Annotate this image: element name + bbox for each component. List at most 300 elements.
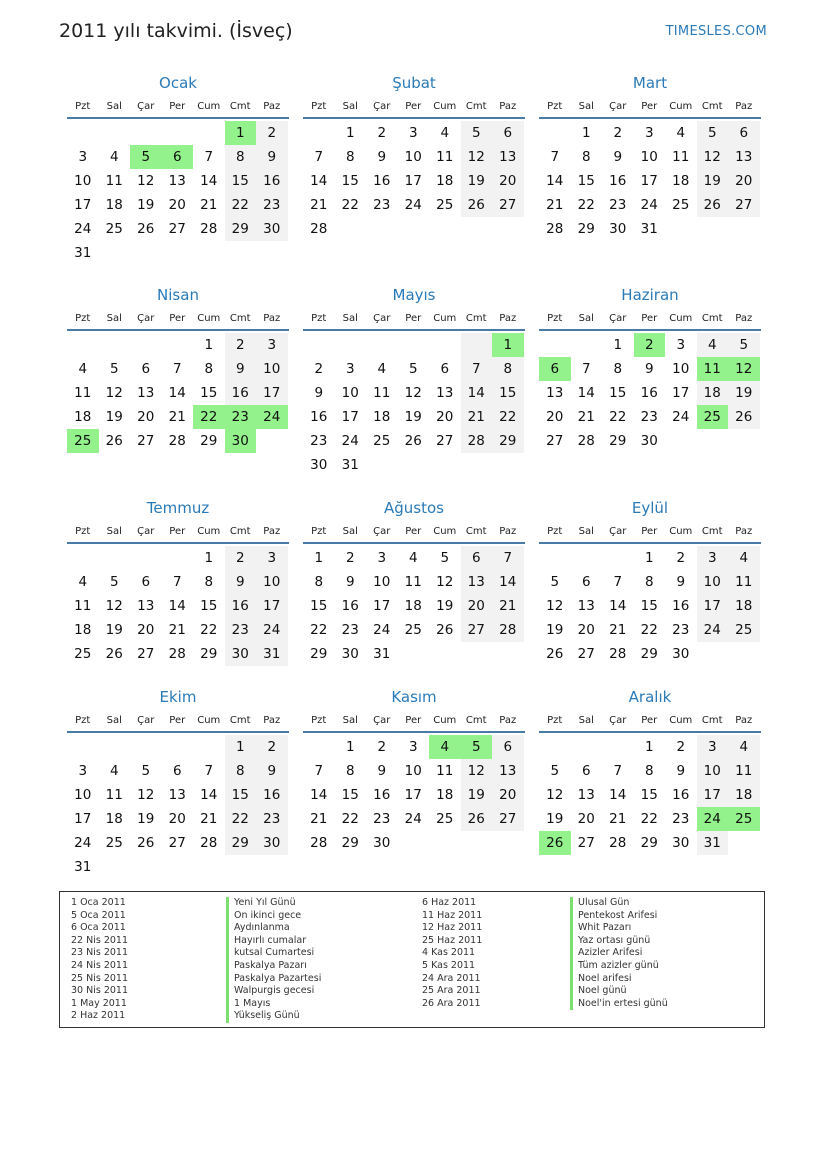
day-cell[interactable]: 15 [200,385,218,401]
day-cell[interactable]: 29 [225,831,257,855]
day-cell[interactable]: 28 [492,618,524,642]
day-cell[interactable]: 10 [404,763,422,779]
day-cell[interactable]: 23 [373,811,391,827]
day-cell[interactable]: 25 [728,807,760,831]
day-cell[interactable]: 22 [193,405,225,429]
day-cell[interactable]: 20 [492,783,524,807]
day-cell[interactable]: 26 [105,646,123,662]
day-cell[interactable]: 2 [676,550,686,566]
day-cell[interactable]: 29 [341,835,359,851]
day-cell[interactable]: 28 [168,433,186,449]
day-cell[interactable]: 28 [546,221,564,237]
day-cell[interactable]: 13 [461,570,493,594]
day-cell[interactable]: 25 [373,433,391,449]
day-cell[interactable]: 2 [676,739,686,755]
day-cell[interactable]: 25 [697,405,729,429]
day-cell[interactable]: 18 [404,598,422,614]
day-cell[interactable]: 14 [168,385,186,401]
day-cell[interactable]: 19 [728,381,760,405]
day-cell[interactable]: 20 [492,169,524,193]
day-cell[interactable]: 3 [78,149,88,165]
day-cell[interactable]: 20 [168,197,186,213]
day-cell[interactable]: 7 [172,361,182,377]
day-cell[interactable]: 9 [644,361,654,377]
day-cell[interactable]: 30 [256,831,288,855]
day-cell[interactable]: 11 [74,598,92,614]
day-cell[interactable]: 16 [341,598,359,614]
day-cell[interactable]: 17 [74,811,92,827]
day-cell[interactable]: 10 [373,574,391,590]
day-cell[interactable]: 6 [539,357,571,381]
day-cell[interactable]: 23 [341,622,359,638]
day-cell[interactable]: 3 [676,337,686,353]
day-cell[interactable]: 19 [436,598,454,614]
day-cell[interactable]: 14 [609,787,627,803]
day-cell[interactable]: 30 [609,221,627,237]
day-cell[interactable]: 16 [672,787,690,803]
day-cell[interactable]: 2 [345,550,355,566]
day-cell[interactable]: 14 [310,787,328,803]
day-cell[interactable]: 26 [461,807,493,831]
day-cell[interactable]: 10 [697,570,729,594]
day-cell[interactable]: 13 [137,385,155,401]
day-cell[interactable]: 13 [436,385,454,401]
day-cell[interactable]: 12 [137,173,155,189]
day-cell[interactable]: 21 [200,197,218,213]
day-cell[interactable]: 24 [373,622,391,638]
day-cell[interactable]: 7 [172,574,182,590]
day-cell[interactable]: 22 [310,622,328,638]
day-cell[interactable]: 2 [256,121,288,145]
day-cell[interactable]: 7 [204,149,214,165]
day-cell[interactable]: 27 [436,433,454,449]
day-cell[interactable]: 13 [577,598,595,614]
day-cell[interactable]: 2 [314,361,324,377]
day-cell[interactable]: 24 [341,433,359,449]
day-cell[interactable]: 20 [436,409,454,425]
day-cell[interactable]: 16 [672,598,690,614]
day-cell[interactable]: 5 [130,145,162,169]
day-cell[interactable]: 30 [225,642,257,666]
day-cell[interactable]: 11 [373,385,391,401]
day-cell[interactable]: 18 [436,173,454,189]
day-cell[interactable]: 19 [546,622,564,638]
day-cell[interactable]: 24 [697,618,729,642]
day-cell[interactable]: 29 [225,217,257,241]
day-cell[interactable]: 1 [345,125,355,141]
day-cell[interactable]: 16 [256,169,288,193]
day-cell[interactable]: 14 [609,598,627,614]
day-cell[interactable]: 29 [310,646,328,662]
day-cell[interactable]: 11 [74,385,92,401]
day-cell[interactable]: 25 [672,197,690,213]
day-cell[interactable]: 26 [436,622,454,638]
day-cell[interactable]: 15 [341,173,359,189]
day-cell[interactable]: 13 [137,598,155,614]
day-cell[interactable]: 29 [200,433,218,449]
day-cell[interactable]: 1 [345,739,355,755]
day-cell[interactable]: 18 [373,409,391,425]
day-cell[interactable]: 17 [640,173,658,189]
day-cell[interactable]: 5 [461,121,493,145]
day-cell[interactable]: 7 [204,763,214,779]
day-cell[interactable]: 8 [204,361,214,377]
day-cell[interactable]: 17 [256,381,288,405]
day-cell[interactable]: 2 [225,333,257,357]
day-cell[interactable]: 22 [492,405,524,429]
day-cell[interactable]: 28 [168,646,186,662]
day-cell[interactable]: 20 [546,409,564,425]
day-cell[interactable]: 19 [137,811,155,827]
day-cell[interactable]: 25 [728,618,760,642]
day-cell[interactable]: 28 [200,835,218,851]
day-cell[interactable]: 8 [345,149,355,165]
day-cell[interactable]: 9 [225,357,257,381]
day-cell[interactable]: 4 [728,735,760,759]
day-cell[interactable]: 28 [310,835,328,851]
day-cell[interactable]: 16 [225,381,257,405]
day-cell[interactable]: 26 [539,831,571,855]
day-cell[interactable]: 4 [78,574,88,590]
day-cell[interactable]: 12 [404,385,422,401]
day-cell[interactable]: 16 [609,173,627,189]
day-cell[interactable]: 9 [613,149,623,165]
day-cell[interactable]: 16 [373,173,391,189]
day-cell[interactable]: 21 [168,622,186,638]
day-cell[interactable]: 12 [137,787,155,803]
day-cell[interactable]: 3 [408,125,418,141]
day-cell[interactable]: 21 [200,811,218,827]
day-cell[interactable]: 30 [225,429,257,453]
day-cell[interactable]: 9 [345,574,355,590]
day-cell[interactable]: 6 [492,121,524,145]
day-cell[interactable]: 8 [314,574,324,590]
day-cell[interactable]: 27 [492,807,524,831]
day-cell[interactable]: 15 [225,169,257,193]
day-cell[interactable]: 31 [640,221,658,237]
day-cell[interactable]: 30 [341,646,359,662]
day-cell[interactable]: 12 [697,145,729,169]
day-cell[interactable]: 20 [461,594,493,618]
day-cell[interactable]: 5 [550,574,560,590]
day-cell[interactable]: 15 [341,787,359,803]
day-cell[interactable]: 22 [577,197,595,213]
day-cell[interactable]: 20 [137,409,155,425]
day-cell[interactable]: 6 [162,145,194,169]
day-cell[interactable]: 8 [225,145,257,169]
day-cell[interactable]: 17 [373,598,391,614]
day-cell[interactable]: 25 [74,646,92,662]
day-cell[interactable]: 31 [697,831,729,855]
day-cell[interactable]: 6 [141,361,151,377]
day-cell[interactable]: 3 [644,125,654,141]
day-cell[interactable]: 8 [345,763,355,779]
day-cell[interactable]: 5 [109,574,119,590]
day-cell[interactable]: 6 [492,735,524,759]
day-cell[interactable]: 5 [109,361,119,377]
day-cell[interactable]: 28 [200,221,218,237]
day-cell[interactable]: 27 [168,835,186,851]
day-cell[interactable]: 25 [105,835,123,851]
day-cell[interactable]: 22 [341,197,359,213]
day-cell[interactable]: 25 [67,429,99,453]
day-cell[interactable]: 2 [613,125,623,141]
day-cell[interactable]: 9 [225,570,257,594]
day-cell[interactable]: 29 [640,835,658,851]
day-cell[interactable]: 27 [728,193,760,217]
day-cell[interactable]: 4 [728,546,760,570]
day-cell[interactable]: 4 [676,125,686,141]
day-cell[interactable]: 2 [634,333,666,357]
day-cell[interactable]: 11 [436,149,454,165]
day-cell[interactable]: 6 [440,361,450,377]
day-cell[interactable]: 28 [310,221,328,237]
day-cell[interactable]: 14 [168,598,186,614]
day-cell[interactable]: 23 [640,409,658,425]
day-cell[interactable]: 21 [461,405,493,429]
day-cell[interactable]: 27 [546,433,564,449]
day-cell[interactable]: 25 [436,197,454,213]
day-cell[interactable]: 6 [581,763,591,779]
day-cell[interactable]: 10 [697,759,729,783]
day-cell[interactable]: 30 [672,835,690,851]
day-cell[interactable]: 9 [676,763,686,779]
day-cell[interactable]: 22 [640,622,658,638]
day-cell[interactable]: 17 [404,173,422,189]
day-cell[interactable]: 9 [377,149,387,165]
day-cell[interactable]: 19 [105,622,123,638]
day-cell[interactable]: 12 [436,574,454,590]
day-cell[interactable]: 14 [577,385,595,401]
day-cell[interactable]: 21 [609,622,627,638]
day-cell[interactable]: 19 [105,409,123,425]
day-cell[interactable]: 22 [225,193,257,217]
day-cell[interactable]: 2 [225,546,257,570]
day-cell[interactable]: 30 [373,835,391,851]
day-cell[interactable]: 8 [581,149,591,165]
day-cell[interactable]: 4 [109,149,119,165]
day-cell[interactable]: 15 [640,787,658,803]
day-cell[interactable]: 12 [461,759,493,783]
day-cell[interactable]: 10 [404,149,422,165]
day-cell[interactable]: 15 [200,598,218,614]
day-cell[interactable]: 7 [613,763,623,779]
day-cell[interactable]: 10 [256,570,288,594]
day-cell[interactable]: 2 [377,739,387,755]
day-cell[interactable]: 10 [74,173,92,189]
day-cell[interactable]: 11 [672,149,690,165]
day-cell[interactable]: 27 [492,193,524,217]
day-cell[interactable]: 28 [609,646,627,662]
day-cell[interactable]: 24 [404,811,422,827]
day-cell[interactable]: 13 [492,759,524,783]
day-cell[interactable]: 3 [377,550,387,566]
day-cell[interactable]: 14 [461,381,493,405]
day-cell[interactable]: 15 [609,385,627,401]
day-cell[interactable]: 7 [550,149,560,165]
day-cell[interactable]: 3 [697,546,729,570]
day-cell[interactable]: 24 [74,835,92,851]
day-cell[interactable]: 31 [341,457,359,473]
day-cell[interactable]: 10 [256,357,288,381]
day-cell[interactable]: 4 [697,333,729,357]
day-cell[interactable]: 11 [728,759,760,783]
day-cell[interactable]: 11 [105,173,123,189]
day-cell[interactable]: 23 [672,622,690,638]
day-cell[interactable]: 30 [310,457,328,473]
day-cell[interactable]: 20 [168,811,186,827]
day-cell[interactable]: 29 [640,646,658,662]
day-cell[interactable]: 4 [440,125,450,141]
day-cell[interactable]: 24 [256,618,288,642]
day-cell[interactable]: 3 [256,333,288,357]
day-cell[interactable]: 30 [640,433,658,449]
day-cell[interactable]: 8 [204,574,214,590]
day-cell[interactable]: 4 [377,361,387,377]
day-cell[interactable]: 17 [672,385,690,401]
day-cell[interactable]: 6 [141,574,151,590]
day-cell[interactable]: 20 [577,622,595,638]
day-cell[interactable]: 21 [492,594,524,618]
day-cell[interactable]: 21 [577,409,595,425]
day-cell[interactable]: 18 [697,381,729,405]
day-cell[interactable]: 3 [78,763,88,779]
day-cell[interactable]: 9 [314,385,324,401]
day-cell[interactable]: 17 [341,409,359,425]
day-cell[interactable]: 18 [436,787,454,803]
day-cell[interactable]: 4 [429,735,461,759]
day-cell[interactable]: 5 [408,361,418,377]
day-cell[interactable]: 7 [492,546,524,570]
day-cell[interactable]: 10 [74,787,92,803]
day-cell[interactable]: 4 [109,763,119,779]
day-cell[interactable]: 11 [697,357,729,381]
day-cell[interactable]: 14 [546,173,564,189]
day-cell[interactable]: 10 [341,385,359,401]
day-cell[interactable]: 26 [137,221,155,237]
day-cell[interactable]: 9 [676,574,686,590]
day-cell[interactable]: 10 [640,149,658,165]
day-cell[interactable]: 20 [137,622,155,638]
day-cell[interactable]: 12 [105,385,123,401]
day-cell[interactable]: 30 [256,217,288,241]
day-cell[interactable]: 19 [697,169,729,193]
day-cell[interactable]: 6 [172,763,182,779]
day-cell[interactable]: 15 [492,381,524,405]
day-cell[interactable]: 6 [581,574,591,590]
day-cell[interactable]: 9 [256,759,288,783]
day-cell[interactable]: 13 [546,385,564,401]
day-cell[interactable]: 23 [373,197,391,213]
day-cell[interactable]: 24 [640,197,658,213]
day-cell[interactable]: 21 [310,811,328,827]
day-cell[interactable]: 24 [256,405,288,429]
day-cell[interactable]: 21 [609,811,627,827]
day-cell[interactable]: 19 [461,783,493,807]
day-cell[interactable]: 22 [609,409,627,425]
day-cell[interactable]: 16 [225,594,257,618]
day-cell[interactable]: 1 [581,125,591,141]
day-cell[interactable]: 29 [577,221,595,237]
day-cell[interactable]: 1 [204,337,214,353]
day-cell[interactable]: 17 [404,787,422,803]
day-cell[interactable]: 21 [310,197,328,213]
day-cell[interactable]: 26 [137,835,155,851]
day-cell[interactable]: 17 [74,197,92,213]
day-cell[interactable]: 14 [200,787,218,803]
day-cell[interactable]: 11 [728,570,760,594]
day-cell[interactable]: 18 [728,594,760,618]
day-cell[interactable]: 8 [644,763,654,779]
day-cell[interactable]: 24 [672,409,690,425]
day-cell[interactable]: 14 [310,173,328,189]
day-cell[interactable]: 17 [256,594,288,618]
day-cell[interactable]: 22 [640,811,658,827]
day-cell[interactable]: 29 [200,646,218,662]
day-cell[interactable]: 16 [256,783,288,807]
day-cell[interactable]: 3 [256,546,288,570]
day-cell[interactable]: 7 [581,361,591,377]
day-cell[interactable]: 23 [310,433,328,449]
day-cell[interactable]: 14 [492,570,524,594]
day-cell[interactable]: 19 [461,169,493,193]
day-cell[interactable]: 23 [609,197,627,213]
day-cell[interactable]: 31 [373,646,391,662]
day-cell[interactable]: 2 [256,735,288,759]
day-cell[interactable]: 12 [546,787,564,803]
site-link[interactable]: TIMESLES.COM [665,24,767,39]
day-cell[interactable]: 8 [644,574,654,590]
day-cell[interactable]: 11 [105,787,123,803]
day-cell[interactable]: 3 [697,735,729,759]
day-cell[interactable]: 4 [408,550,418,566]
day-cell[interactable]: 1 [225,735,257,759]
day-cell[interactable]: 29 [492,429,524,453]
day-cell[interactable]: 24 [404,197,422,213]
day-cell[interactable]: 13 [168,787,186,803]
day-cell[interactable]: 23 [256,807,288,831]
day-cell[interactable]: 22 [341,811,359,827]
day-cell[interactable]: 31 [74,245,92,261]
day-cell[interactable]: 23 [225,618,257,642]
day-cell[interactable]: 6 [461,546,493,570]
day-cell[interactable]: 20 [728,169,760,193]
day-cell[interactable]: 31 [256,642,288,666]
day-cell[interactable]: 7 [613,574,623,590]
day-cell[interactable]: 26 [461,193,493,217]
day-cell[interactable]: 30 [672,646,690,662]
day-cell[interactable]: 21 [546,197,564,213]
day-cell[interactable]: 1 [314,550,324,566]
day-cell[interactable]: 18 [74,622,92,638]
day-cell[interactable]: 23 [225,405,257,429]
day-cell[interactable]: 12 [461,145,493,169]
day-cell[interactable]: 5 [141,763,151,779]
day-cell[interactable]: 1 [644,550,654,566]
day-cell[interactable]: 5 [728,333,760,357]
day-cell[interactable]: 6 [728,121,760,145]
day-cell[interactable]: 13 [168,173,186,189]
day-cell[interactable]: 16 [310,409,328,425]
day-cell[interactable]: 1 [204,550,214,566]
day-cell[interactable]: 28 [461,429,493,453]
day-cell[interactable]: 21 [168,409,186,425]
day-cell[interactable]: 27 [577,646,595,662]
day-cell[interactable]: 26 [728,405,760,429]
day-cell[interactable]: 19 [404,409,422,425]
day-cell[interactable]: 5 [550,763,560,779]
day-cell[interactable]: 18 [672,173,690,189]
